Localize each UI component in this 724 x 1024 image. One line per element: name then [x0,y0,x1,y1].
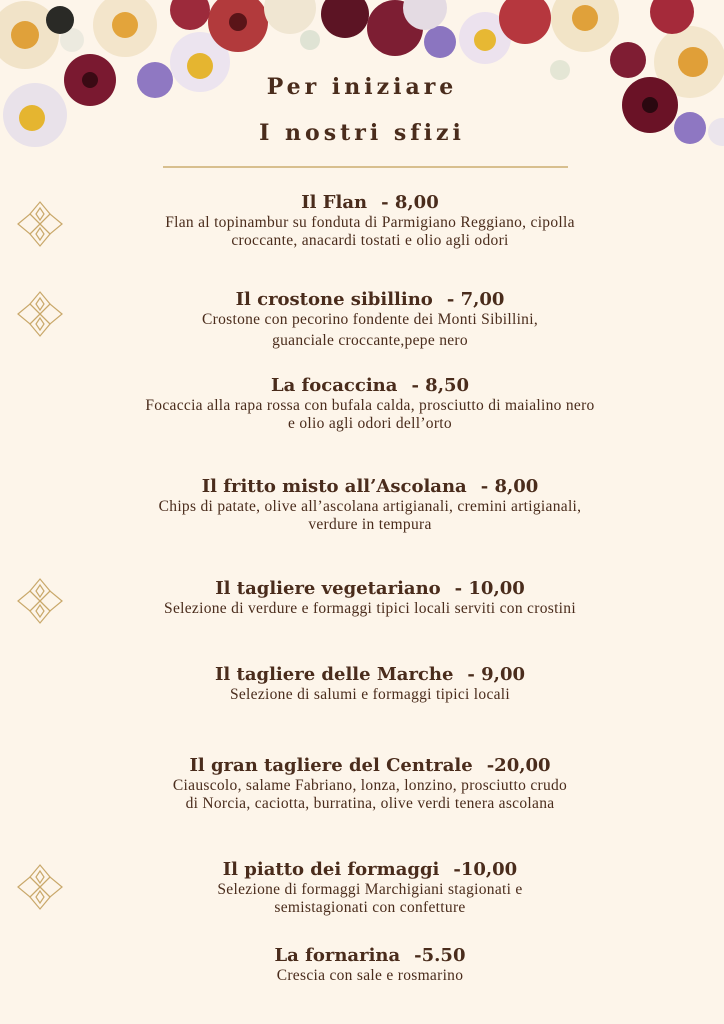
item-description: Selezione di verdure e formaggi tipici locali serviti con crostini [164,600,576,617]
gold-diamond-ornament-icon [16,200,64,248]
item-name: Il piatto dei formaggi [222,859,440,880]
item-description: di Norcia, caciotta, burratina, olive verdi tenera ascolana [185,795,555,812]
item-description: croccante, anacardi tostati e olio agli odori [231,232,509,249]
gold-diamond-ornament-icon [16,577,64,625]
item-description: Ciauscolo, salame Fabriano, lonza, lonzino, prosciutto crudo [172,777,568,794]
item-price: - 10,00 [454,578,525,599]
item-description: Crescia con sale e rosmarino [276,967,464,984]
gold-diamond-ornament-icon [16,290,64,338]
item-name: Il tagliere delle Marche [215,664,454,685]
item-name: Il crostone sibillino [235,289,433,310]
item-price: -20,00 [486,755,551,776]
item-description: Focaccia alla rapa rossa con bufala calda, prosciutto di maialino nero [145,397,595,414]
menu-item [90,289,650,350]
item-description: Selezione di salumi e formaggi tipici locali [229,686,511,703]
menu-item [90,755,650,813]
item-description: Chips di patate, olive all’ascolana artigianali, cremini artigianali, [158,498,582,515]
item-description: e olio agli odori dell’orto [288,415,452,432]
section-subtitle: I nostri sfizi [259,120,465,146]
item-description: Flan al topinambur su fonduta di Parmigiano Reggiano, cipolla [165,214,575,231]
menu-item [90,192,650,250]
item-price: - 8,00 [381,192,439,213]
divider [163,166,568,168]
item-name: Il Flan [301,192,368,213]
item-price: -10,00 [453,859,518,880]
item-price: - 9,00 [467,664,525,685]
menu-item [70,375,670,433]
item-description: verdure in tempura [308,516,432,533]
item-description: Crostone con pecorino fondente dei Monti Sibillini, [201,311,539,328]
item-price: -5.50 [414,945,466,966]
item-name: Il tagliere vegetariano [215,578,441,599]
item-name: Il fritto misto all’Ascolana [201,476,467,497]
item-price: - 7,00 [446,289,505,310]
menu-item [90,664,650,704]
item-name: La focaccina [270,375,398,396]
menu-item [90,476,650,534]
item-description: guanciale croccante,pepe nero [272,332,468,349]
item-name: Il gran tagliere del Centrale [189,755,473,776]
item-price: - 8,50 [411,375,470,396]
item-name: La fornarina [274,945,401,966]
gold-diamond-ornament-icon [16,863,64,911]
item-description: semistagionati con confetture [274,899,466,916]
menu-item [90,945,650,985]
menu-item [90,859,650,917]
flower-cluster-center [264,0,551,64]
item-description: Selezione di formaggi Marchigiani stagionati e [217,881,523,898]
section-title: Per iniziare [266,74,458,100]
item-price: - 8,00 [480,476,539,497]
menu-item [90,578,650,618]
